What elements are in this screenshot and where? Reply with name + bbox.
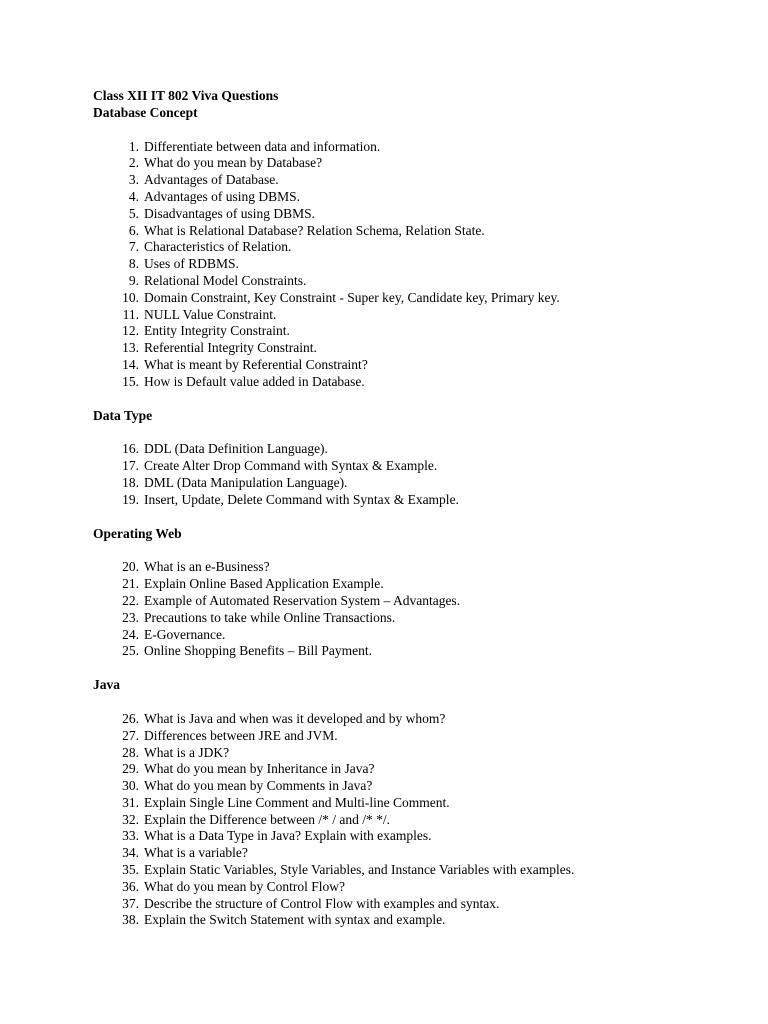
- section-java: [93, 677, 733, 929]
- question-item: 16. DDL (Data Definition Language).: [122, 441, 328, 457]
- question-list: [93, 559, 733, 660]
- question-item: 38. Explain the Switch Statement with syntax and example.: [122, 912, 446, 928]
- question-item: 34. What is a variable?: [122, 845, 248, 861]
- question-item: 35. Explain Static Variables, Style Variables, and Instance Variables with examples.: [122, 862, 575, 878]
- question-item: 2. What do you mean by Database?: [128, 155, 323, 171]
- question-item: 21. Explain Online Based Application Example.: [122, 576, 384, 592]
- question-item: 32. Explain the Difference between /* / and /* */.: [122, 811, 391, 827]
- section-heading: Operating Web: [93, 525, 182, 541]
- question-item: 10. Domain Constraint, Key Constraint - Super key, Candidate key, Primary key.: [122, 289, 560, 305]
- question-item: 13. Referential Integrity Constraint.: [122, 340, 317, 356]
- question-item: 33. What is a Data Type in Java? Explain with examples.: [122, 828, 432, 844]
- question-item: 31. Explain Single Line Comment and Multi-line Comment.: [122, 794, 450, 810]
- question-item: 27. Differences between JRE and JVM.: [122, 727, 338, 743]
- section-heading: Java: [93, 677, 120, 693]
- question-list: [93, 441, 733, 508]
- section-data-type: [93, 408, 733, 509]
- question-item: 7. Characteristics of Relation.: [128, 239, 292, 255]
- document-title: Class XII IT 802 Viva Questions: [93, 88, 279, 103]
- question-item: 18. DML (Data Manipulation Language).: [122, 474, 348, 490]
- question-item: 22. Example of Automated Reservation System – Advantages.: [122, 592, 461, 608]
- question-item: 17. Create Alter Drop Command with Syntax & Example.: [122, 458, 438, 474]
- question-item: 11. NULL Value Constraint.: [122, 306, 277, 322]
- question-item: 8. Uses of RDBMS.: [128, 256, 239, 272]
- question-item: 36. What do you mean by Control Flow?: [122, 878, 345, 894]
- question-item: 29. What do you mean by Inheritance in Java?: [122, 761, 375, 777]
- question-item: 5. Disadvantages of using DBMS.: [128, 205, 315, 221]
- question-item: 26. What is Java and when was it developed and by whom?: [122, 710, 446, 726]
- question-item: 25. Online Shopping Benefits – Bill Payment.: [122, 643, 372, 659]
- question-item: 12. Entity Integrity Constraint.: [122, 323, 290, 339]
- section-operating-web: [93, 526, 733, 661]
- question-item: 20. What is an e-Business?: [122, 559, 270, 575]
- question-list: [93, 711, 733, 929]
- question-item: 9. Relational Model Constraints.: [128, 272, 307, 288]
- question-list: [93, 139, 733, 391]
- question-item: 28. What is a JDK?: [122, 744, 230, 760]
- question-item: 15. How is Default value added in Database.: [122, 373, 365, 389]
- question-item: 23. Precautions to take while Online Transactions.: [122, 609, 396, 625]
- section-heading: Database Concept: [93, 104, 198, 120]
- section-database-concept: [93, 105, 733, 391]
- question-item: 6. What is Relational Database? Relation Schema, Relation State.: [128, 222, 485, 238]
- question-item: 37. Describe the structure of Control Flow with examples and syntax.: [122, 895, 500, 911]
- section-heading: Data Type: [93, 407, 153, 423]
- question-item: 3. Advantages of Database.: [128, 172, 279, 188]
- question-item: 19. Insert, Update, Delete Command with Syntax & Example.: [122, 491, 459, 507]
- question-item: 24. E-Governance.: [122, 626, 226, 642]
- question-item: 30. What do you mean by Comments in Java?: [122, 778, 373, 794]
- document-page: [93, 88, 733, 929]
- question-item: 1. Differentiate between data and information.: [128, 138, 381, 154]
- question-item: 4. Advantages of using DBMS.: [128, 188, 300, 204]
- question-item: 14. What is meant by Referential Constraint?: [122, 356, 368, 372]
